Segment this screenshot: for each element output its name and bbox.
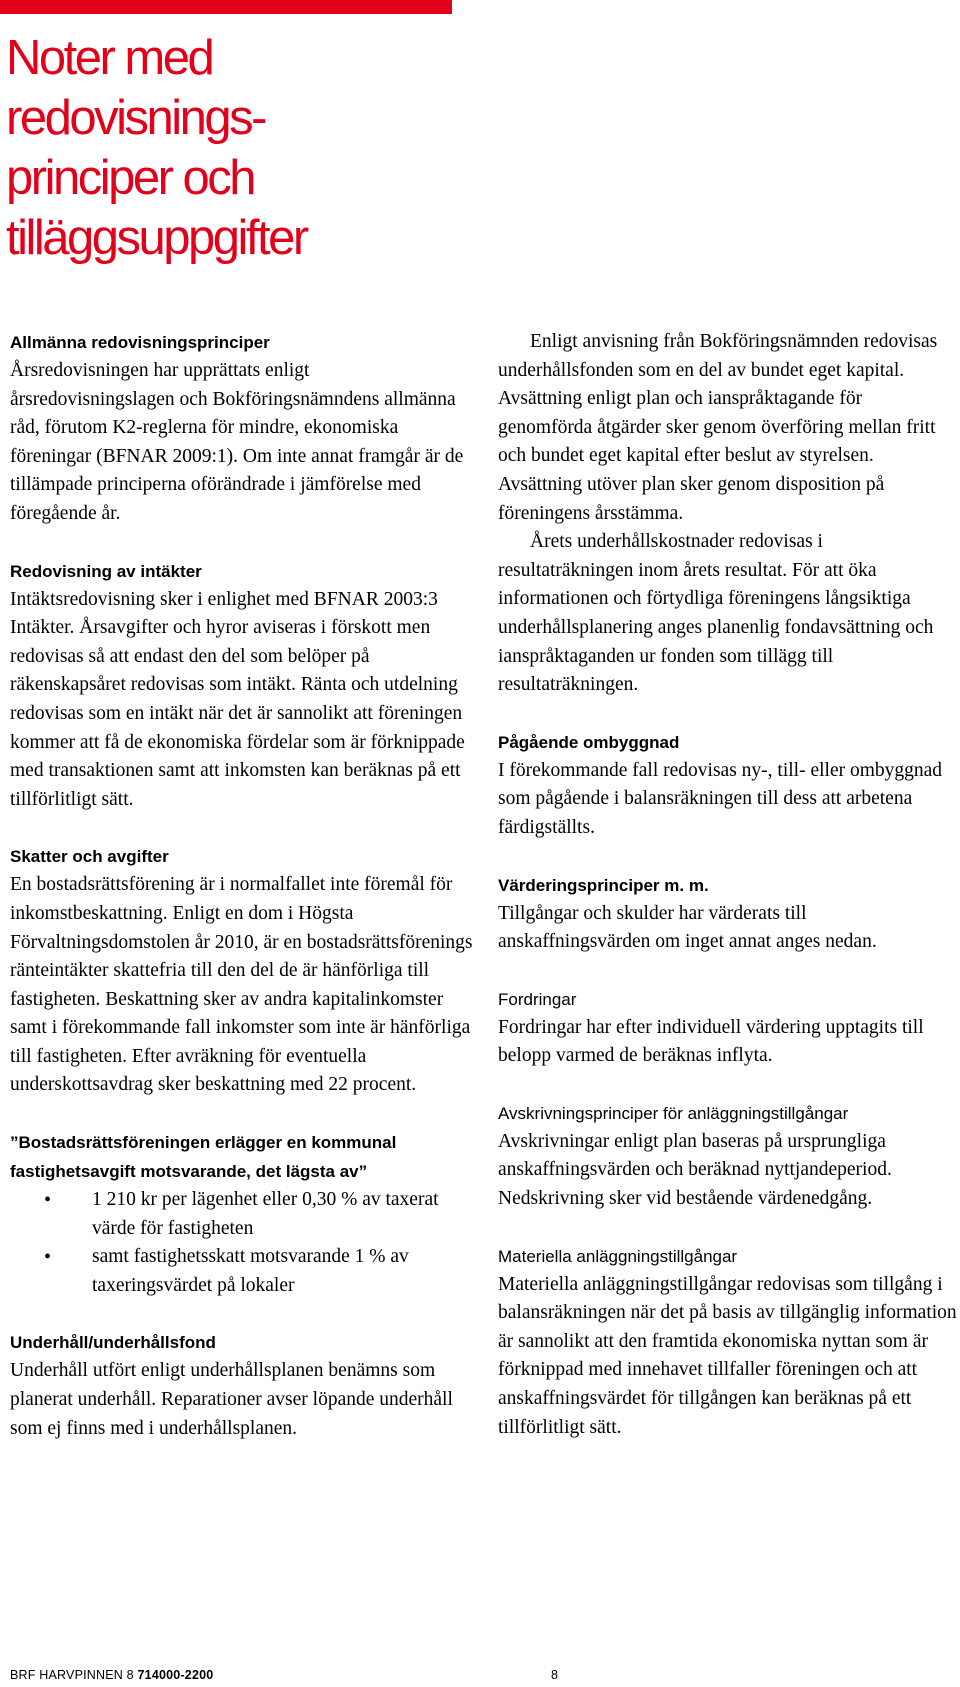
right-column bbox=[498, 328, 960, 1442]
section-heading-fastighetsavgift: ”Bostadsrättsföreningen erlägger en kommunal fastighetsavgift motsvarande, det lägsta av” bbox=[10, 1133, 397, 1182]
paragraph-underhallsfond: Enligt anvisning från Bokföringsnämnden redovisas underhållsfonden som en del av bundet eget kapital. Avsättning enligt plan och ianspråktagande för genomförda åtgärder sker genom överföring mellan fritt och bundet eget kapital efter beslut av styrelsen. Avsättning utöver plan sker genom disposition på föreningens årsstämma. bbox=[498, 331, 938, 524]
bullet-icon: • bbox=[44, 1246, 52, 1269]
fastighetsavgift-list bbox=[10, 1186, 476, 1300]
page-title bbox=[6, 28, 446, 268]
page-title-line: Noter med bbox=[6, 31, 213, 85]
section-text-avskrivning: Avskrivningar enligt plan baseras på ursprungliga anskaffningsvärden och beräknad nyttjandeperiod. Nedskrivning sker vid bestående värdenedgång. bbox=[498, 1130, 892, 1210]
section-text-vardering: Tillgångar och skulder har värderats till anskaffningsvärden om inget annat anges nedan. bbox=[498, 902, 877, 953]
footer-org-name: BRF HARVPINNEN 8 bbox=[10, 1668, 134, 1682]
section-text-underhall: Underhåll utfört enligt underhållsplanen benämns som planerat underhåll. Reparationer avser löpande underhåll som ej finns med i underhållsplanen. bbox=[10, 1360, 453, 1439]
list-item-text: samt fastighetsskatt motsvarande 1 % av taxeringsvärdet på lokaler bbox=[92, 1246, 409, 1296]
section-heading-intakter: Redovisning av intäkter bbox=[10, 561, 202, 581]
list-item-text: 1 210 kr per lägenhet eller 0,30 % av taxerat värde för fastigheten bbox=[92, 1189, 439, 1239]
section-text-allmanna: Årsredovisningen har upprättats enligt årsredovisningslagen och Bokföringsnämndens allmänna råd, förutom K2-reglerna för mindre, ekonomiska föreningar (BFNAR 2009:1). Om inte annat framgår är de tillämpade principerna oförändrade i jämförelse med föregående år. bbox=[10, 360, 464, 524]
list-item bbox=[10, 1186, 476, 1243]
footer-org-number: 714000-2200 bbox=[137, 1668, 214, 1682]
section-heading-vardering: Värderingsprinciper m. m. bbox=[498, 875, 709, 895]
section-text-fordringar: Fordringar har efter individuell värdering upptagits till belopp varmed de beräknas inflyta. bbox=[498, 1016, 924, 1067]
section-heading-avskrivning: Avskrivningsprinciper för anläggningstillgångar bbox=[498, 1103, 849, 1123]
section-text-skatter: En bostadsrättsförening är i normalfallet inte föremål för inkomstbeskattning. Enligt en dom i Högsta Förvaltningsdomstolen år 2010, är en bostadsrättsförenings ränteintäkter skattefria till den del de är hänförliga till fastigheten. Beskattning sker av andra kapitalinkomster samt i förekommande fall inkomster som inte är hänförliga till fastigheten. Efter avräkning för eventuella underskottsavdrag sker beskattning med 22 procent. bbox=[10, 874, 473, 1096]
page-number: 8 bbox=[551, 1668, 559, 1682]
bullet-icon: • bbox=[44, 1189, 52, 1212]
section-text-materiella: Materiella anläggningstillgångar redovisas som tillgång i balansräkningen när det på basis av tillgänglig information är sannolikt att den framtida ekonomiska nyttan som är förknippad med innehavet tillfaller föreningen och att anskaffningsvärdet för tillgången kan beräknas på ett tillförlitligt sätt. bbox=[498, 1273, 957, 1438]
page-title-line: redovisnings- bbox=[6, 91, 265, 145]
left-column bbox=[10, 328, 476, 1443]
section-text-ombyggnad: I förekommande fall redovisas ny-, till- eller ombyggnad som pågående i balansräkningen till dess att arbetena färdigställts. bbox=[498, 759, 943, 838]
section-heading-fordringar: Fordringar bbox=[498, 989, 577, 1009]
list-item bbox=[10, 1243, 476, 1300]
title-accent-bar bbox=[0, 0, 452, 14]
page-title-line: principer och bbox=[6, 151, 255, 205]
footer-organization bbox=[10, 1668, 213, 1683]
section-heading-ombyggnad: Pågående ombyggnad bbox=[498, 732, 680, 752]
section-heading-materiella: Materiella anläggningstillgångar bbox=[498, 1246, 738, 1266]
section-text-intakter: Intäktsredovisning sker i enlighet med BFNAR 2003:3 Intäkter. Årsavgifter och hyror aviseras i förskott men redovisas så att endast den del som belöper på räkenskapsåret redovisas som intäkt. Ränta och utdelning redovisas som en intäkt när det är sannolikt att föreningen kommer att få de ekonomiska fördelar som är förknippade med transaktionen samt att inkomsten kan beräknas på ett tillförlitligt sätt. bbox=[10, 588, 465, 810]
section-heading-underhall: Underhåll/underhållsfond bbox=[10, 1333, 216, 1353]
paragraph-underhallskostnader: Årets underhållskostnader redovisas i resultaträkningen inom årets resultat. För att öka informationen och förtydliga föreningens långsiktiga underhållsplanering anges planenlig fondavsättning och ianspråktaganden ur fonden som tillägg till resultaträkningen. bbox=[498, 531, 934, 696]
section-heading-allmanna: Allmänna redovisningsprinciper bbox=[10, 333, 270, 352]
page-title-line: tilläggsuppgifter bbox=[6, 211, 307, 265]
section-heading-skatter: Skatter och avgifter bbox=[10, 847, 169, 867]
